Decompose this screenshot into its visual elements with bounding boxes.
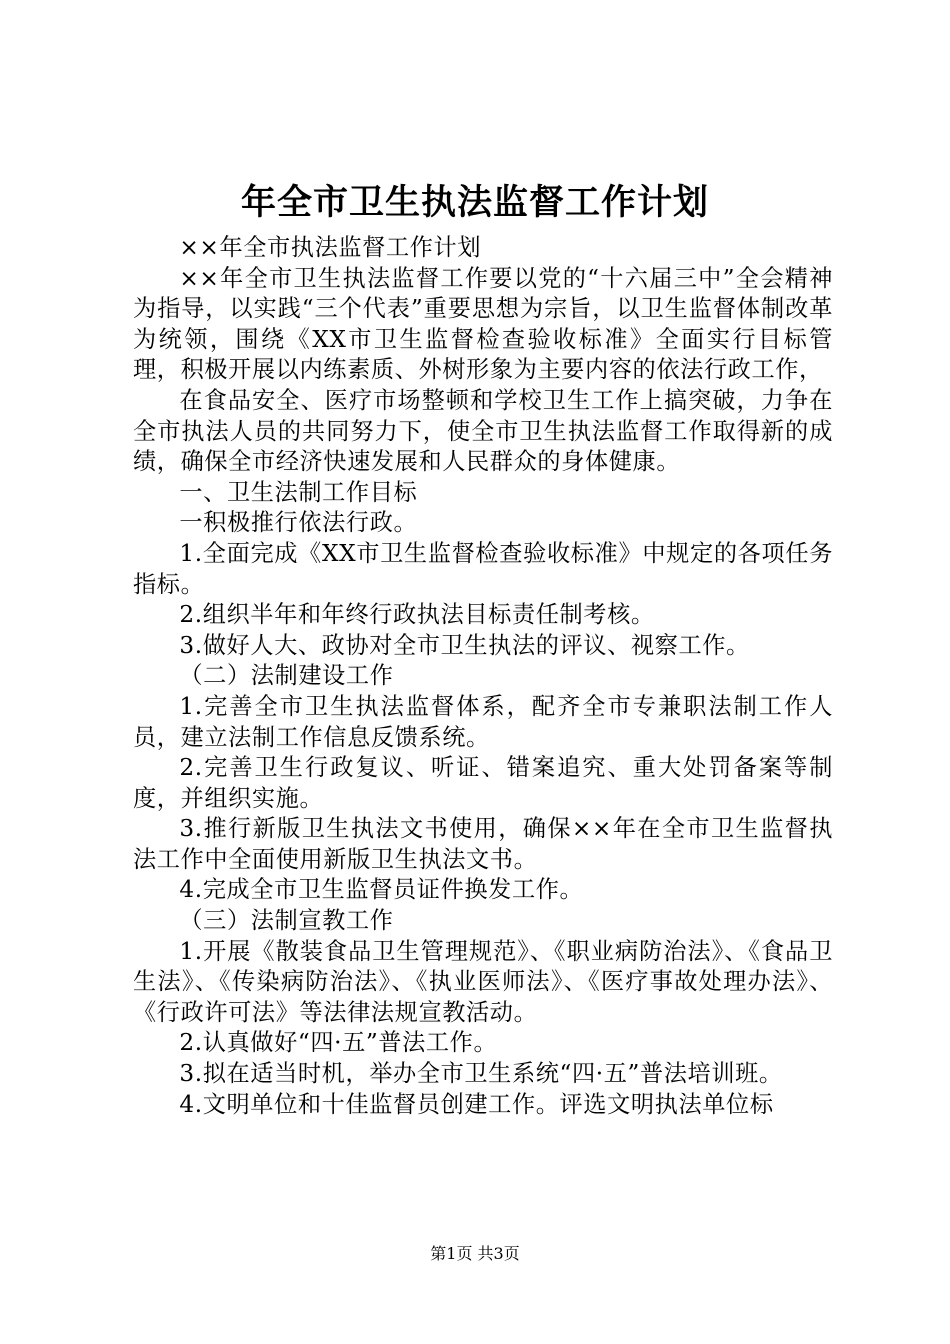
list-item: 4.文明单位和十佳监督员创建工作。评选文明执法单位标	[179, 1090, 774, 1118]
paragraph: ××年全市卫生执法监督工作要以党的“十六届三中”全会精神为指导，以实践“三个代表”重要思想为宗旨，以卫生监督体制改革为统领，围绕《XX市卫生监督检查验收标准》全面实行目标管理，积极开展以内练素质、外树形象为主要内容的依法行政工作，	[133, 264, 833, 384]
paragraph: 在食品安全、医疗市场整顿和学校卫生工作上搞突破，力争在全市执法人员的共同努力下，使全市卫生执法监督工作取得新的成绩，确保全市经济快速发展和人民群众的身体健康。	[133, 386, 833, 476]
list-item: 1.开展《散装食品卫生管理规范》、《职业病防治法》、《食品卫生法》、《传染病防治法》、《执业医师法》、《医疗事故处理办法》、《行政许可法》等法律法规宣教活动。	[133, 937, 833, 1026]
subsection-heading: （三）法制宣教工作	[179, 907, 394, 935]
list-item: 3.做好人大、政协对全市卫生执法的评议、视察工作。	[179, 631, 750, 659]
page-number-footer: 第1页 共3页	[430, 1244, 520, 1263]
list-item: 3.拟在适当时机，举办全市卫生系统“四·五”普法培训班。	[179, 1060, 783, 1088]
section-heading: 一、卫生法制工作目标	[179, 478, 418, 506]
subsection-heading: 一积极推行依法行政。	[179, 509, 418, 537]
document-body	[133, 233, 833, 1120]
document-title: 年全市卫生执法监督工作计划	[240, 182, 709, 223]
list-item: 2.完善卫生行政复议、听证、错案追究、重大处罚备案等制度，并组织实施。	[133, 754, 833, 812]
list-item: 3.推行新版卫生执法文书使用，确保××年在全市卫生监督执法工作中全面使用新版卫生执法文书。	[133, 815, 833, 873]
list-item: 2.认真做好“四·五”普法工作。	[179, 1029, 498, 1057]
list-item: 1.完善全市卫生执法监督体系，配齐全市专兼职法制工作人员，建立法制工作信息反馈系统。	[133, 692, 833, 751]
subsection-heading: （二）法制建设工作	[179, 662, 394, 690]
list-item: 1.全面完成《XX市卫生监督检查验收标准》中规定的各项任务指标。	[133, 539, 833, 598]
list-item: 2.组织半年和年终行政执法目标责任制考核。	[179, 601, 655, 629]
list-item: 4.完成全市卫生监督员证件换发工作。	[179, 876, 584, 904]
paragraph: ××年全市执法监督工作计划	[179, 234, 482, 261]
